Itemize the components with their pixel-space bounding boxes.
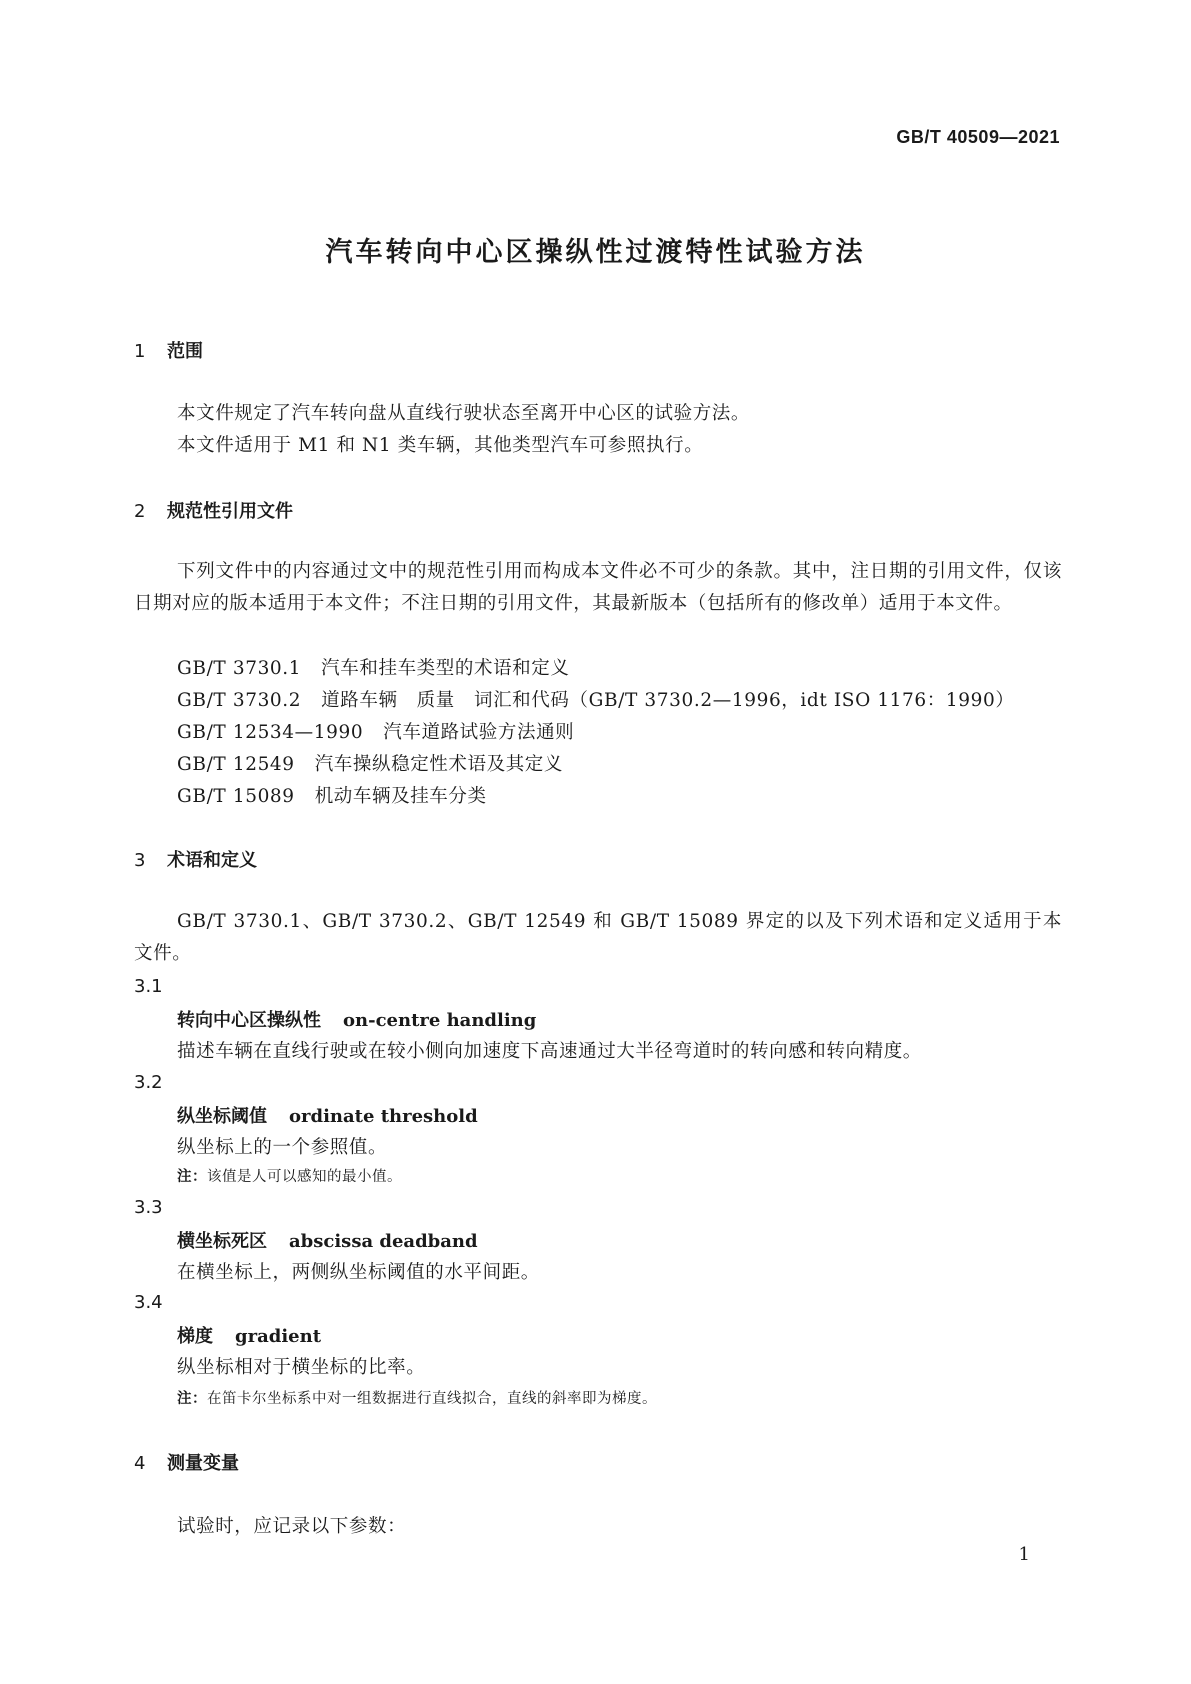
reference-title: 汽车道路试验方法通则 (383, 722, 575, 743)
section-number: 1 (134, 341, 146, 362)
standard-code: GB/T 40509—2021 (896, 127, 1060, 147)
term-en: abscissa deadband (289, 1231, 478, 1252)
term-heading (177, 1322, 321, 1348)
term-heading (177, 1102, 478, 1128)
clause-number: 3.2 (134, 1072, 163, 1093)
term-note (177, 1165, 402, 1186)
note-text: 该值是人可以感知的最小值。 (207, 1169, 402, 1185)
term-zh: 纵坐标阈值 (177, 1106, 267, 1127)
note-text: 在笛卡尔坐标系中对一组数据进行直线拟合，直线的斜率即为梯度。 (207, 1391, 657, 1407)
paragraph: 本文件规定了汽车转向盘从直线行驶状态至离开中心区的试验方法。 (177, 403, 751, 424)
paragraph: 下列文件中的内容通过文中的规范性引用而构成本文件必不可少的条款。其中，注日期的引用文件，仅该日期对应的版本适用于本文件；不注日期的引用文件，其最新版本（包括所有的修改单）适用于本文件。 (134, 561, 1062, 614)
section-number: 2 (134, 501, 146, 522)
term-note (177, 1387, 657, 1408)
term-definition: 描述车辆在直线行驶或在较小侧向加速度下高速通过大半径弯道时的转向感和转向精度。 (177, 1041, 922, 1062)
reference-item (177, 654, 569, 680)
term-heading (177, 1006, 536, 1032)
clause-number: 3.4 (134, 1292, 163, 1313)
term-zh: 梯度 (177, 1326, 213, 1347)
term-en: ordinate threshold (289, 1106, 478, 1127)
reference-title: 道路车辆 质量 词汇和代码（GB/T 3730.2—1996，idt ISO 1176：1990） (321, 690, 1015, 711)
document-title: 汽车转向中心区操纵性过渡特性试验方法 (325, 237, 866, 268)
reference-item (177, 718, 574, 744)
term-heading (177, 1227, 478, 1253)
reference-title: 汽车操纵稳定性术语及其定义 (314, 754, 563, 775)
reference-code: GB/T 3730.1 (177, 658, 302, 679)
term-definition: 纵坐标相对于横坐标的比率。 (177, 1357, 426, 1378)
term-zh: 转向中心区操纵性 (177, 1010, 321, 1031)
section-2-heading (134, 497, 293, 523)
reference-title: 机动车辆及挂车分类 (314, 786, 487, 807)
section-title: 术语和定义 (167, 850, 257, 871)
paragraph: 试验时，应记录以下参数： (177, 1516, 407, 1537)
section-title: 范围 (167, 341, 203, 362)
reference-code: GB/T 12534—1990 (177, 722, 364, 743)
section-number: 4 (134, 1453, 146, 1474)
reference-item (177, 782, 487, 808)
reference-code: GB/T 3730.2 (177, 690, 302, 711)
term-definition: 在横坐标上，两侧纵坐标阈值的水平间距。 (177, 1262, 540, 1283)
section-title: 规范性引用文件 (167, 501, 293, 522)
paragraph: 本文件适用于 M1 和 N1 类车辆，其他类型汽车可参照执行。 (177, 435, 704, 456)
reference-item (177, 686, 1014, 712)
reference-code: GB/T 12549 (177, 754, 295, 775)
term-definition: 纵坐标上的一个参照值。 (177, 1137, 388, 1158)
term-zh: 横坐标死区 (177, 1231, 267, 1252)
term-en: on-centre handling (343, 1010, 537, 1031)
section-1-heading (134, 337, 203, 363)
section-number: 3 (134, 850, 146, 871)
term-en: gradient (235, 1326, 322, 1347)
reference-item (177, 750, 563, 776)
note-label: 注： (177, 1169, 207, 1185)
section-4-heading (134, 1449, 239, 1475)
section-3-heading (134, 846, 257, 872)
paragraph: GB/T 3730.1、GB/T 3730.2、GB/T 12549 和 GB/T 15089 界定的以及下列术语和定义适用于本文件。 (134, 911, 1062, 964)
page-number: 1 (1018, 1544, 1030, 1565)
reference-code: GB/T 15089 (177, 786, 295, 807)
section-title: 测量变量 (167, 1453, 239, 1474)
clause-number: 3.3 (134, 1197, 163, 1218)
reference-title: 汽车和挂车类型的术语和定义 (321, 658, 570, 679)
note-label: 注： (177, 1391, 207, 1407)
clause-number: 3.1 (134, 976, 163, 997)
